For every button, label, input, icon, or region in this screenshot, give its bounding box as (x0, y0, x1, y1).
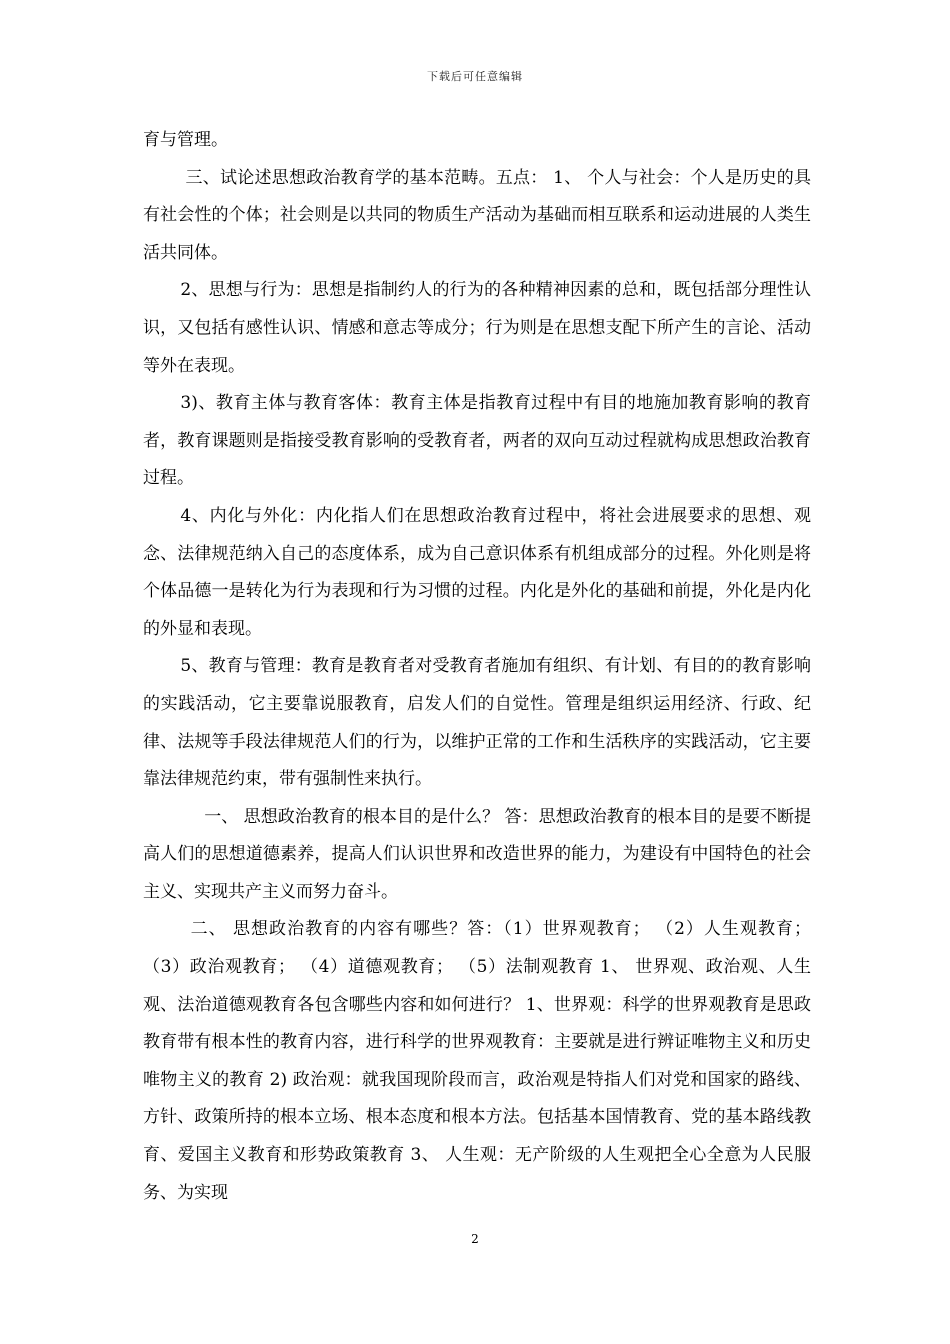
paragraph: 一、 思想政治教育的根本目的是什么？ 答：思想政治教育的根本目的是要不断提高人们的思想道德素养，提高人们认识世界和改造世界的能力，为建设有中国特色的社会主义、实现共产主义而努力奋斗。 (143, 806, 811, 902)
paragraph: 二、 思想政治教育的内容有哪些？答：（1）世界观教育； （2）人生观教育； （3）政治观教育； （4）道德观教育； （5）法制观教育 1、 世界观、政治观、人生观、法治道德观教育各包含哪些内容和如何进行？ 1、世界观：科学的世界观教育是思政教育带有根本性的教育内容，进行科学的世界观教育：主要就是进行辨证唯物主义和历史唯物主义的教育 2) 政治观：就我国现阶段而言，政治观是特指人们对党和国家的路线、方针、政策所持的根本立场、根本态度和根本方法。包括基本国情教育、党的基本路线教育、爱国主义教育和形势政策教育 3、 人生观：无产阶级的人生观把全心全意为人民服务、为实现 (143, 919, 811, 1203)
document-body (143, 122, 811, 1212)
paragraph: 2、思想与行为：思想是指制约人的行为的各种精神因素的总和，既包括部分理性认识，又包括有感性认识、情感和意志等成分；行为则是在思想支配下所产生的言论、活动等外在表现。 (143, 280, 811, 376)
page-number: 2 (471, 1232, 479, 1246)
paragraph: 4、内化与外化：内化指人们在思想政治教育过程中，将社会进展要求的思想、观念、法律规范纳入自己的态度体系，成为自己意识体系有机组成部分的过程。外化则是将个体品德一是转化为行为表现和行为习惯的过程。内化是外化的基础和前提，外化是内化的外显和表现。 (143, 505, 811, 639)
paragraph: 3)、教育主体与教育客体：教育主体是指教育过程中有目的地施加教育影响的教育者，教育课题则是指接受教育影响的受教育者，两者的双向互动过程就构成思想政治教育过程。 (143, 393, 811, 489)
paragraph: 育与管理。 (143, 130, 228, 150)
page-header: 下载后可任意编辑 (427, 70, 523, 83)
paragraph: 5、教育与管理：教育是教育者对受教育者施加有组织、有计划、有目的的教育影响的实践活动，它主要靠说服教育，启发人们的自觉性。管理是组织运用经济、行政、纪律、法规等手段法律规范人们的行为，以维护正常的工作和生活秩序的实践活动，它主要靠法律规范约束，带有强制性来执行。 (143, 656, 811, 790)
paragraph: 三、试论述思想政治教育学的基本范畴。五点： 1、 个人与社会：个人是历史的具有社会性的个体；社会则是以共同的物质生产活动为基础而相互联系和运动进展的人类生活共同体。 (143, 167, 811, 263)
